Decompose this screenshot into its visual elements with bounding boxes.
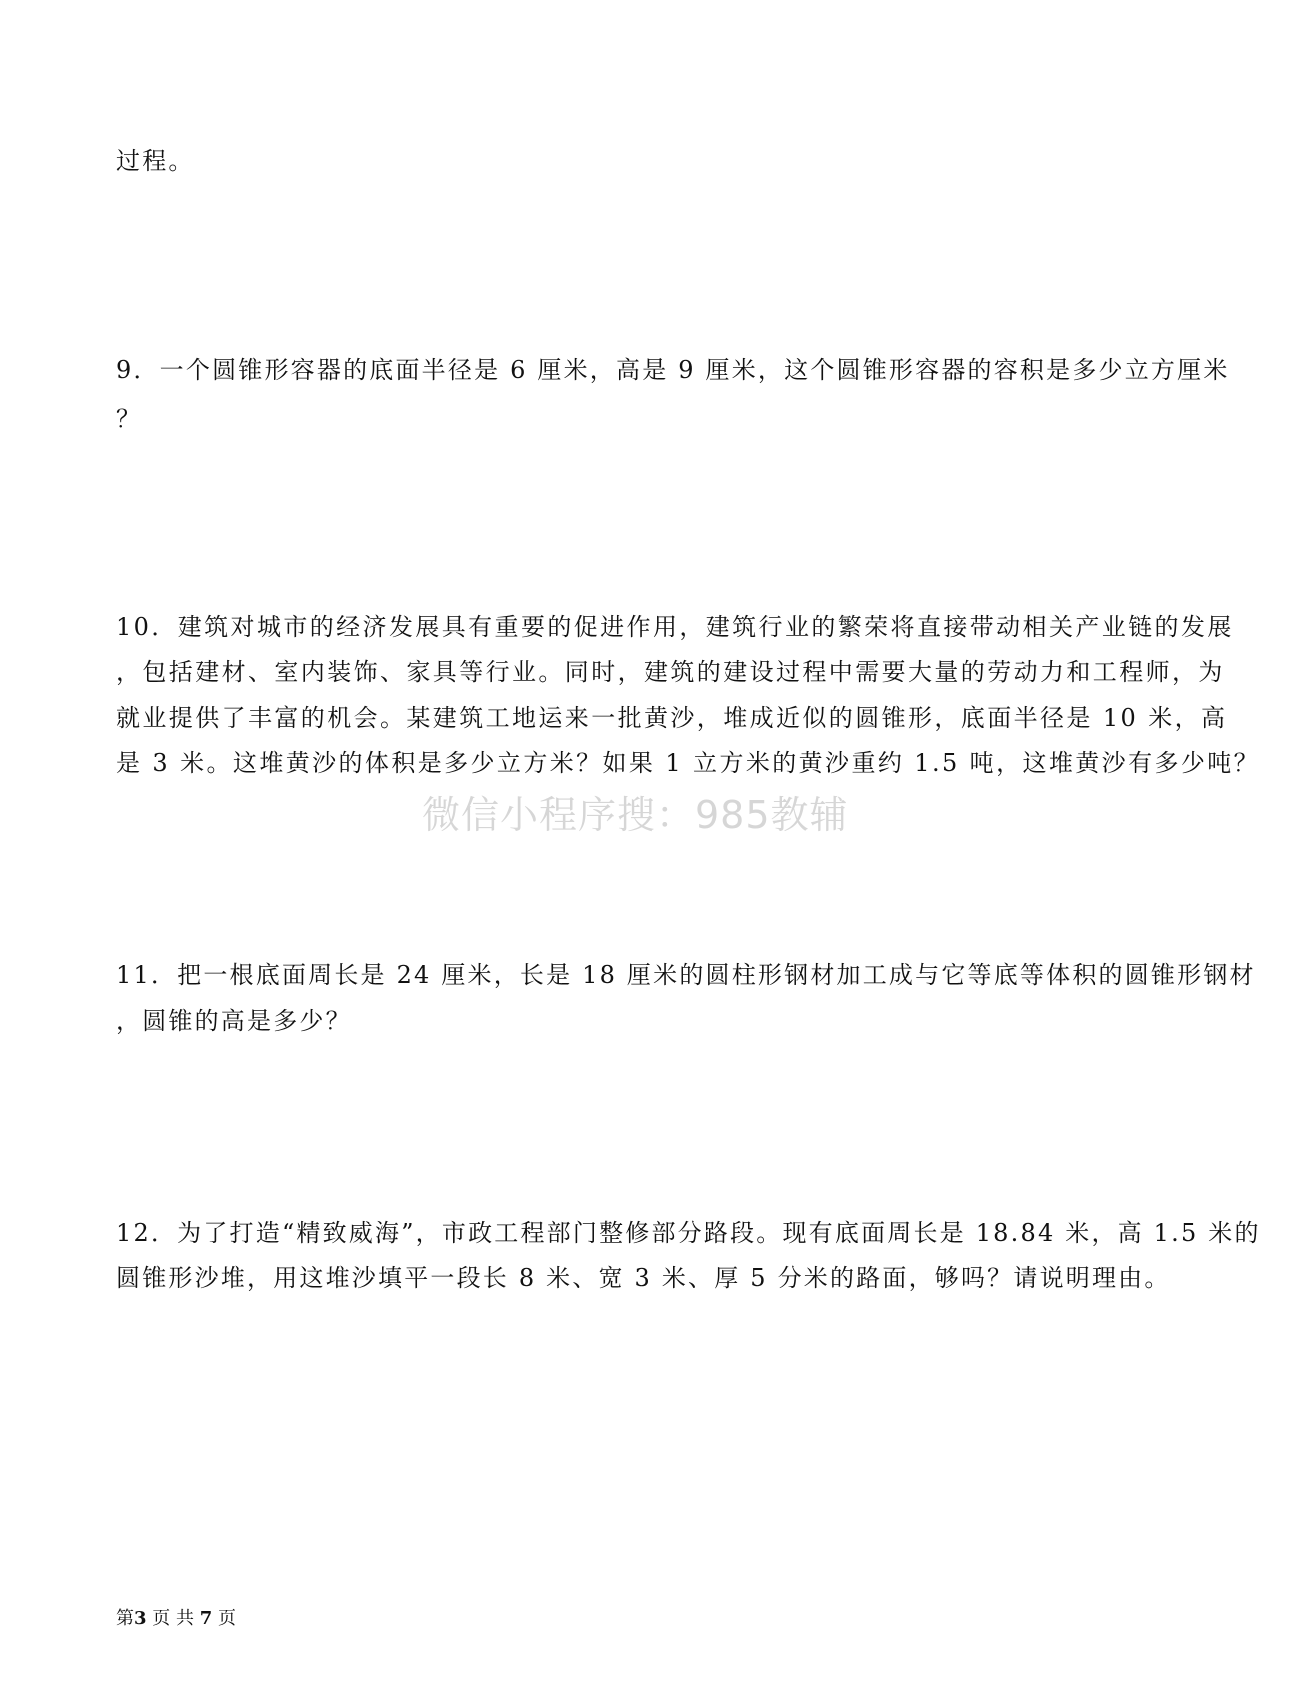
page-footer <box>116 1608 236 1630</box>
question-11-number: 11． <box>116 961 178 989</box>
watermark-text: 微信小程序搜：985教辅 <box>422 793 849 837</box>
continuation-text: 过程。 <box>116 147 195 175</box>
question-12-number: 12． <box>116 1219 178 1247</box>
footer-total-pages: 7 <box>199 1608 213 1629</box>
question-11-line-1 <box>116 960 1256 990</box>
question-11-text: 把一根底面周长是 24 厘米，长是 18 厘米的圆柱形钢材加工成与它等底等体积的圆锥形钢材 <box>177 961 1256 989</box>
question-11-line-2: ，圆锥的高是多少？ <box>116 1007 352 1035</box>
footer-mid: 页 共 <box>146 1608 200 1629</box>
footer-suffix: 页 <box>212 1608 236 1629</box>
footer-page-number: 3 <box>134 1608 147 1629</box>
question-10-line-2: ，包括建材、室内装饰、家具等行业。同时，建筑的建设过程中需要大量的劳动力和工程师，为 <box>116 658 1225 686</box>
question-9-number: 9． <box>116 356 160 384</box>
question-12-text: 为了打造“精致威海”，市政工程部门整修部分路段。现有底面周长是 18.84 米，高 1.5 米的 <box>177 1219 1261 1247</box>
question-9-text: 一个圆锥形容器的底面半径是 6 厘米，高是 9 厘米，这个圆锥形容器的容积是多少立方厘米 <box>159 356 1230 384</box>
question-9-line-1 <box>116 355 1230 385</box>
question-10-line-1 <box>116 612 1234 642</box>
question-12-line-2: 圆锥形沙堆，用这堆沙填平一段长 8 米、宽 3 米、厚 5 分米的路面，够吗？请说明理由。 <box>116 1264 1171 1292</box>
question-10-number: 10． <box>116 613 178 641</box>
footer-prefix: 第 <box>116 1608 134 1629</box>
question-12-line-1 <box>116 1218 1261 1248</box>
question-9-line-2: ？ <box>116 405 143 433</box>
question-10-text: 建筑对城市的经济发展具有重要的促进作用，建筑行业的繁荣将直接带动相关产业链的发展 <box>177 613 1234 641</box>
question-10-line-4: 是 3 米。这堆黄沙的体积是多少立方米？如果 1 立方米的黄沙重约 1.5 吨，这堆黄沙有多少吨？ <box>116 749 1261 777</box>
question-10-line-3: 就业提供了丰富的机会。某建筑工地运来一批黄沙，堆成近似的圆锥形，底面半径是 10 米，高 <box>116 704 1228 732</box>
